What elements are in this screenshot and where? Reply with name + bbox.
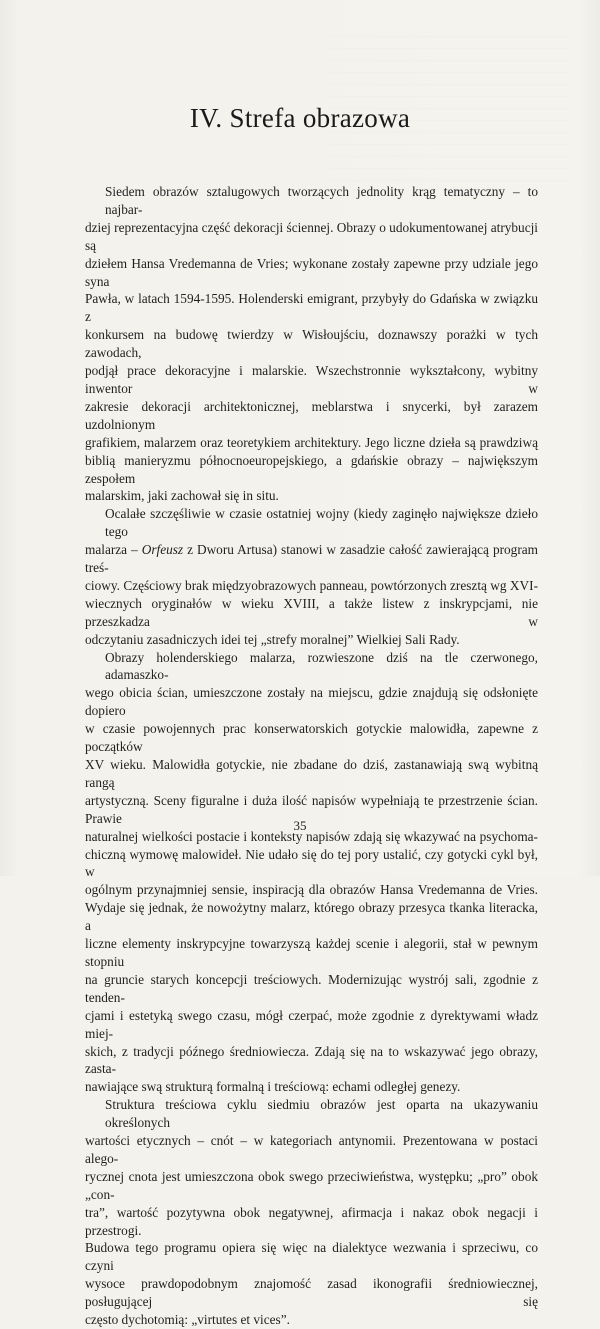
text-line: skich, z tradycji późnego średniowiecza. Zdają się na to wskazywać jego obrazy, zasta- — [85, 1043, 538, 1077]
page-number: 35 — [293, 818, 307, 833]
text-line: grafikiem, malarzem oraz teoretykiem architektury. Jego liczne dzieła są prawdziwą — [85, 434, 538, 450]
text-line: wiecznych oryginałów w wieku XVIII, a także listew z inskrypcjami, nie przeszkadza w — [85, 595, 538, 629]
text-line: Budowa tego programu opiera się więc na dialektyce wezwania i sprzeciwu, co czyni — [85, 1240, 538, 1274]
text-line: nawiające swą strukturą formalną i treściową: echami odległej genezy. — [85, 1079, 461, 1095]
text-line: chiczną wymowę malowideł. Nie udało się do tej pory ustalić, czy gotycki cykl był, w — [85, 846, 538, 880]
text-line: Struktura treściowa cyklu siedmiu obrazów jest oparta na ukazywaniu określonych — [105, 1097, 538, 1131]
text-line: rycznej cnota jest umieszczona obok swego przeciwieństwa, występku; „pro” obok „con- — [85, 1168, 538, 1202]
text-line: biblią manieryzmu północnoeuropejskiego, a gdańskie obrazy – największym zespołem — [85, 452, 538, 486]
text-line: Wydaje się jednak, że nowożytny malarz, którego obrazy przesyca tkanka literacka, a — [85, 900, 538, 934]
text-line: dziej reprezentacyjna część dekoracji ściennej. Obrazy o udokumentowanej atrybucji są — [85, 219, 538, 253]
text-line: wartości etycznych – cnót – w kategoriach antynomii. Prezentowana w postaci alego- — [85, 1133, 538, 1166]
text-line: podjął prace dekoracyjne i malarskie. Wszechstronnie wykształcony, wybitny inwentor w — [85, 363, 538, 396]
text-line: malarskim, jaki zachował się in situ. — [85, 488, 279, 504]
text-line: Obrazy holenderskiego malarza, rozwieszone dziś na tle czerwonego, adamaszko- — [105, 649, 538, 683]
text-line: wysoce prawdopodobnym znajomość zasad ikonografii średniowiecznej, posługującej się — [85, 1276, 538, 1310]
text-line: odczytaniu zasadniczych idei tej „strefy moralnej” Wielkiej Sali Rady. — [85, 631, 460, 647]
text-line: tra”, wartość pozytywna obok negatywnej, afirmacja i nakaz obok negacji i przestrogi. — [85, 1204, 538, 1238]
text-line: w czasie powojennych prac konserwatorskich gotyckie malowidła, zapewne z początków — [85, 721, 538, 755]
text-line: dziełem Hansa Vredemanna de Vries; wykonane zostały zapewne przy udziale jego syna — [85, 255, 538, 289]
chapter-heading: IV. Strefa obrazowa — [189, 103, 411, 133]
text-line: XV wieku. Malowidła gotyckie, nie zbadane do dziś, zastanawiają swą wybitną rangą — [85, 757, 538, 790]
text-line: artystyczną. Sceny figuralne i duża ilość napisów wypełniają te przestrzenie ścian. Prawie — [85, 792, 538, 826]
text-line: często dychotomią: „virtutes et vices”. — [85, 1312, 290, 1328]
text-line: cjami i estetyką swego czasu, mógł czerpać, może zgodnie z dyrektywami władz miej- — [85, 1007, 538, 1041]
text-line: Ocalałe szczęśliwie w czasie ostatniej wojny (kiedy zaginęło największe dzieło tego — [105, 506, 538, 540]
text-line: Pawła, w latach 1594-1595. Holenderski emigrant, przybyły do Gdańska w związku z — [85, 291, 538, 325]
body-text — [85, 183, 538, 1329]
text-line: konkursem na budowę twierdzy w Wisłoujściu, doznawszy porażki w tych zawodach, — [85, 327, 538, 361]
text-line: wego obicia ścian, umieszczone zostały na miejscu, gdzie znajdują się odsłonięte dopiero — [85, 685, 538, 719]
work-title: Orfeusz — [141, 542, 184, 558]
text-line: ogólnym przynajmniej sensie, inspiracją dla obrazów Hansa Vredemanna de Vries. — [85, 882, 538, 898]
text-line: naturalnej wielkości postacie i konteksty napisów zdają się wkazywać na psychoma- — [85, 828, 538, 844]
text-line: Siedem obrazów sztalugowych tworzących jednolity krąg tematyczny – to najbar- — [105, 184, 538, 217]
text-line: zakresie dekoracji architektonicznej, meblarstwa i snycerki, był zarazem uzdolnionym — [85, 398, 538, 432]
text-line: na gruncie starych koncepcji treściowych. Modernizując wystrój sali, zgodnie z tenden- — [85, 971, 538, 1005]
text-line: malarza – Orfeusz z Dworu Artusa) stanowi w zasadzie całość zawierającą program treś- — [85, 542, 539, 576]
text-line: liczne elementy inskrypcyjne towarzyszą każdej scenie i alegorii, stał w pewnym stopniu — [85, 936, 538, 969]
text-line: ciowy. Częściowy brak międzyobrazowych panneau, powtórzonych zresztą wg XVI- — [85, 577, 538, 593]
